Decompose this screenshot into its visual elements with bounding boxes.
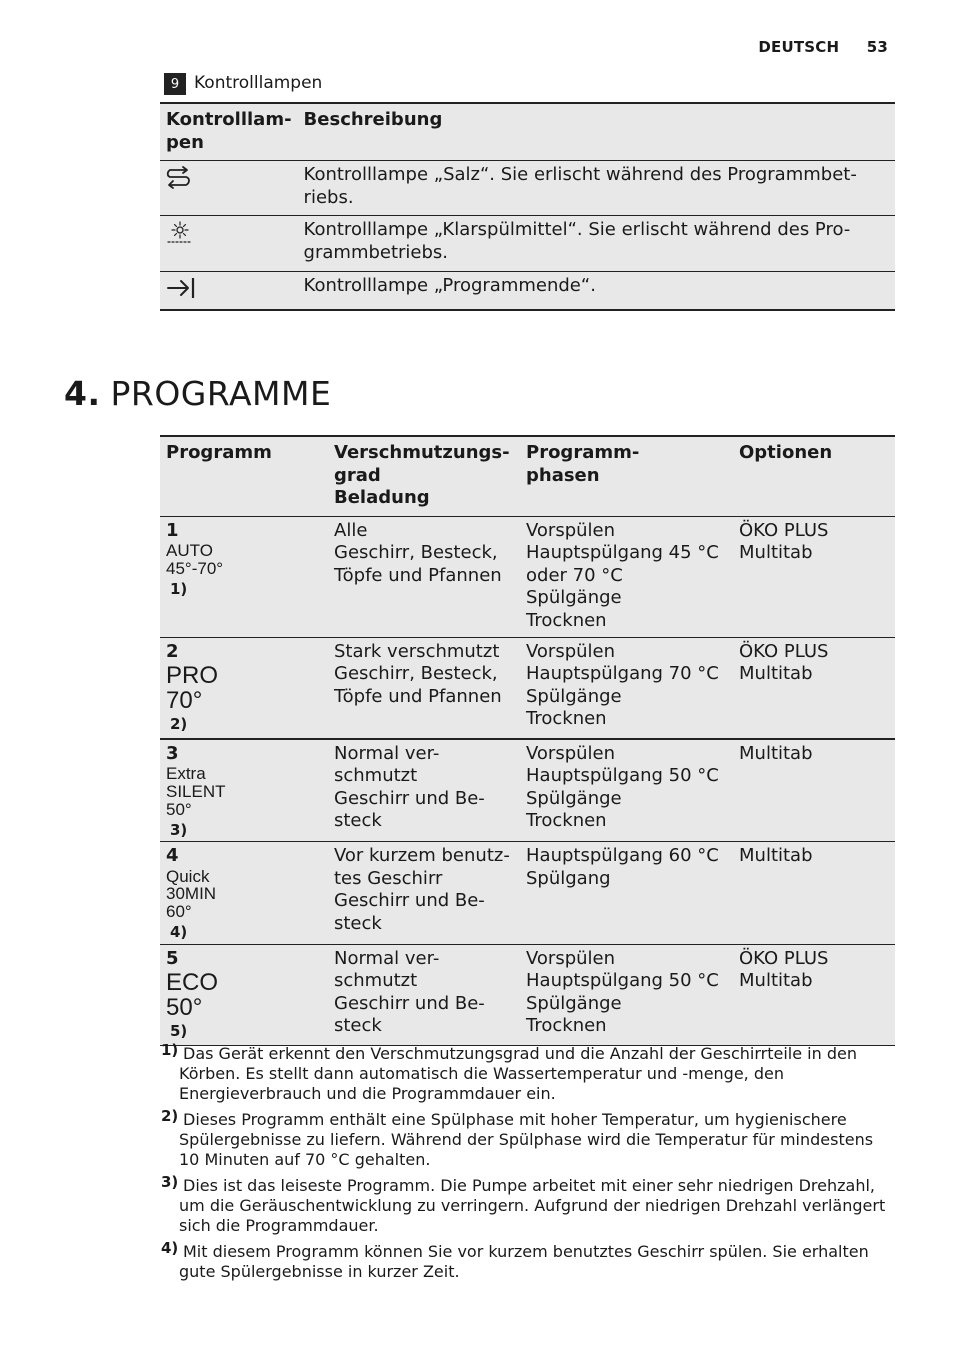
footnote [161,1041,891,1104]
table-header-row [160,436,895,516]
program-number: 4 [166,845,179,867]
program-number: 2 [166,640,179,662]
options-cell: ÖKO PLUS Multitab [733,516,895,637]
rinse-aid-icon [166,219,194,245]
page-header [736,38,888,56]
table-row [160,637,895,739]
indicator-description: Kontrolllampe „Programmende“. [298,272,895,311]
column-header: Programm [160,436,328,516]
salt-icon [166,164,192,190]
table-row [160,739,895,842]
reference-badge: 9 [164,73,186,95]
program-symbol: PRO 70° [166,662,219,715]
phases-cell: Vorspülen Hauptspülgang 45 °C oder 70 °C Spülgänge Trocknen [520,516,733,637]
indicator-table [160,102,895,311]
footnote-ref: 3) [170,820,188,839]
program-table [160,435,895,1046]
reference-caption [164,72,322,94]
program-end-icon [166,275,196,299]
options-cell: Multitab [733,739,895,842]
table-row [160,161,895,216]
program-number: 3 [166,742,179,764]
column-header: Programm- phasen [520,436,733,516]
column-header: Optionen [733,436,895,516]
indicator-description: Kontrolllampe „Klarspülmittel“. Sie erlischt während des Pro- grammbetriebs. [298,216,895,272]
program-symbol: AUTO 45°-70° [166,541,224,578]
footnote-ref: 5) [170,1022,188,1041]
program-cell [160,516,328,637]
soiling-cell: Stark verschmutzt Geschirr, Besteck, Töpfe und Pfannen [328,637,520,739]
program-cell [160,739,328,842]
column-header: Beschreibung [298,103,895,161]
footnote-ref: 2) [170,715,188,734]
program-symbol: ECO 50° [166,969,219,1022]
program-number: 1 [166,519,179,541]
program-cell [160,842,328,945]
options-cell: ÖKO PLUS Multitab [733,944,895,1045]
page-number: 53 [866,38,888,56]
footnote-mark: 1) [161,1041,179,1059]
options-cell: Multitab [733,842,895,945]
program-number: 5 [166,947,179,969]
footnote-mark: 2) [161,1107,179,1125]
reference-title: Kontrolllampen [194,73,323,93]
options-cell: ÖKO PLUS Multitab [733,637,895,739]
footnote-mark: 3) [161,1173,179,1191]
column-header: Verschmutzungs- grad Beladung [328,436,520,516]
footnote [161,1107,891,1170]
footnote-ref: 1) [170,579,188,598]
program-cell [160,637,328,739]
program-symbol: Quick 30MIN 60° [166,866,217,922]
phases-cell: Vorspülen Hauptspülgang 70 °C Spülgänge Trocknen [520,637,733,739]
program-symbol: Extra SILENT 50° [166,764,226,819]
footnote [161,1173,891,1236]
footnote [161,1239,891,1282]
footnote-ref: 4) [170,923,188,942]
indicator-description: Kontrolllampe „Salz“. Sie erlischt während des Programmbet- riebs. [298,161,895,216]
soiling-cell: Normal ver- schmutzt Geschirr und Be- steck [328,739,520,842]
phases-cell: Vorspülen Hauptspülgang 50 °C Spülgänge Trocknen [520,944,733,1045]
header-language: DEUTSCH [758,38,840,56]
phases-cell: Vorspülen Hauptspülgang 50 °C Spülgänge Trocknen [520,739,733,842]
column-header: Kontrolllam- pen [160,103,298,161]
table-row [160,842,895,945]
table-header-row [160,103,895,161]
soiling-cell: Normal ver- schmutzt Geschirr und Be- steck [328,944,520,1045]
section-title: PROGRAMME [110,374,332,413]
program-cell [160,944,328,1045]
footnote-text: Dieses Programm enthält eine Spülphase mit hoher Temperatur, um hygienischere Spülergebnisse zu liefern. Während der Spülphase wird die Temperatur für mindestens 10 Minuten auf 70 °C gehalten. [179,1110,874,1169]
table-row [160,944,895,1045]
soiling-cell: Alle Geschirr, Besteck, Töpfe und Pfannen [328,516,520,637]
section-number: 4. [64,374,101,413]
footnote-mark: 4) [161,1239,179,1257]
soiling-cell: Vor kurzem benutz- tes Geschirr Geschirr und Be- steck [328,842,520,945]
footnote-text: Das Gerät erkennt den Verschmutzungsgrad und die Anzahl der Geschirrteile in den Körben. Es stellt dann automatisch die Wassertemperatur und -menge, den Energieverbrauch und die Programmdauer ein. [179,1044,857,1103]
footnote-text: Dies ist das leiseste Programm. Die Pumpe arbeitet mit einer sehr niedrigen Drehzahl, um die Geräuschentwicklung zu verringern. Aufgrund der niedrigen Drehzahl verlängert sich die Programmdauer. [179,1176,886,1235]
phases-cell: Hauptspülgang 60 °C Spülgang [520,842,733,945]
section-heading [64,374,331,413]
footnotes [161,1041,891,1288]
table-row [160,516,895,637]
table-row [160,272,895,311]
footnote-text: Mit diesem Programm können Sie vor kurzem benutztes Geschirr spülen. Sie erhalten gute Spülergebnisse in kurzer Zeit. [179,1242,869,1281]
table-row [160,216,895,272]
